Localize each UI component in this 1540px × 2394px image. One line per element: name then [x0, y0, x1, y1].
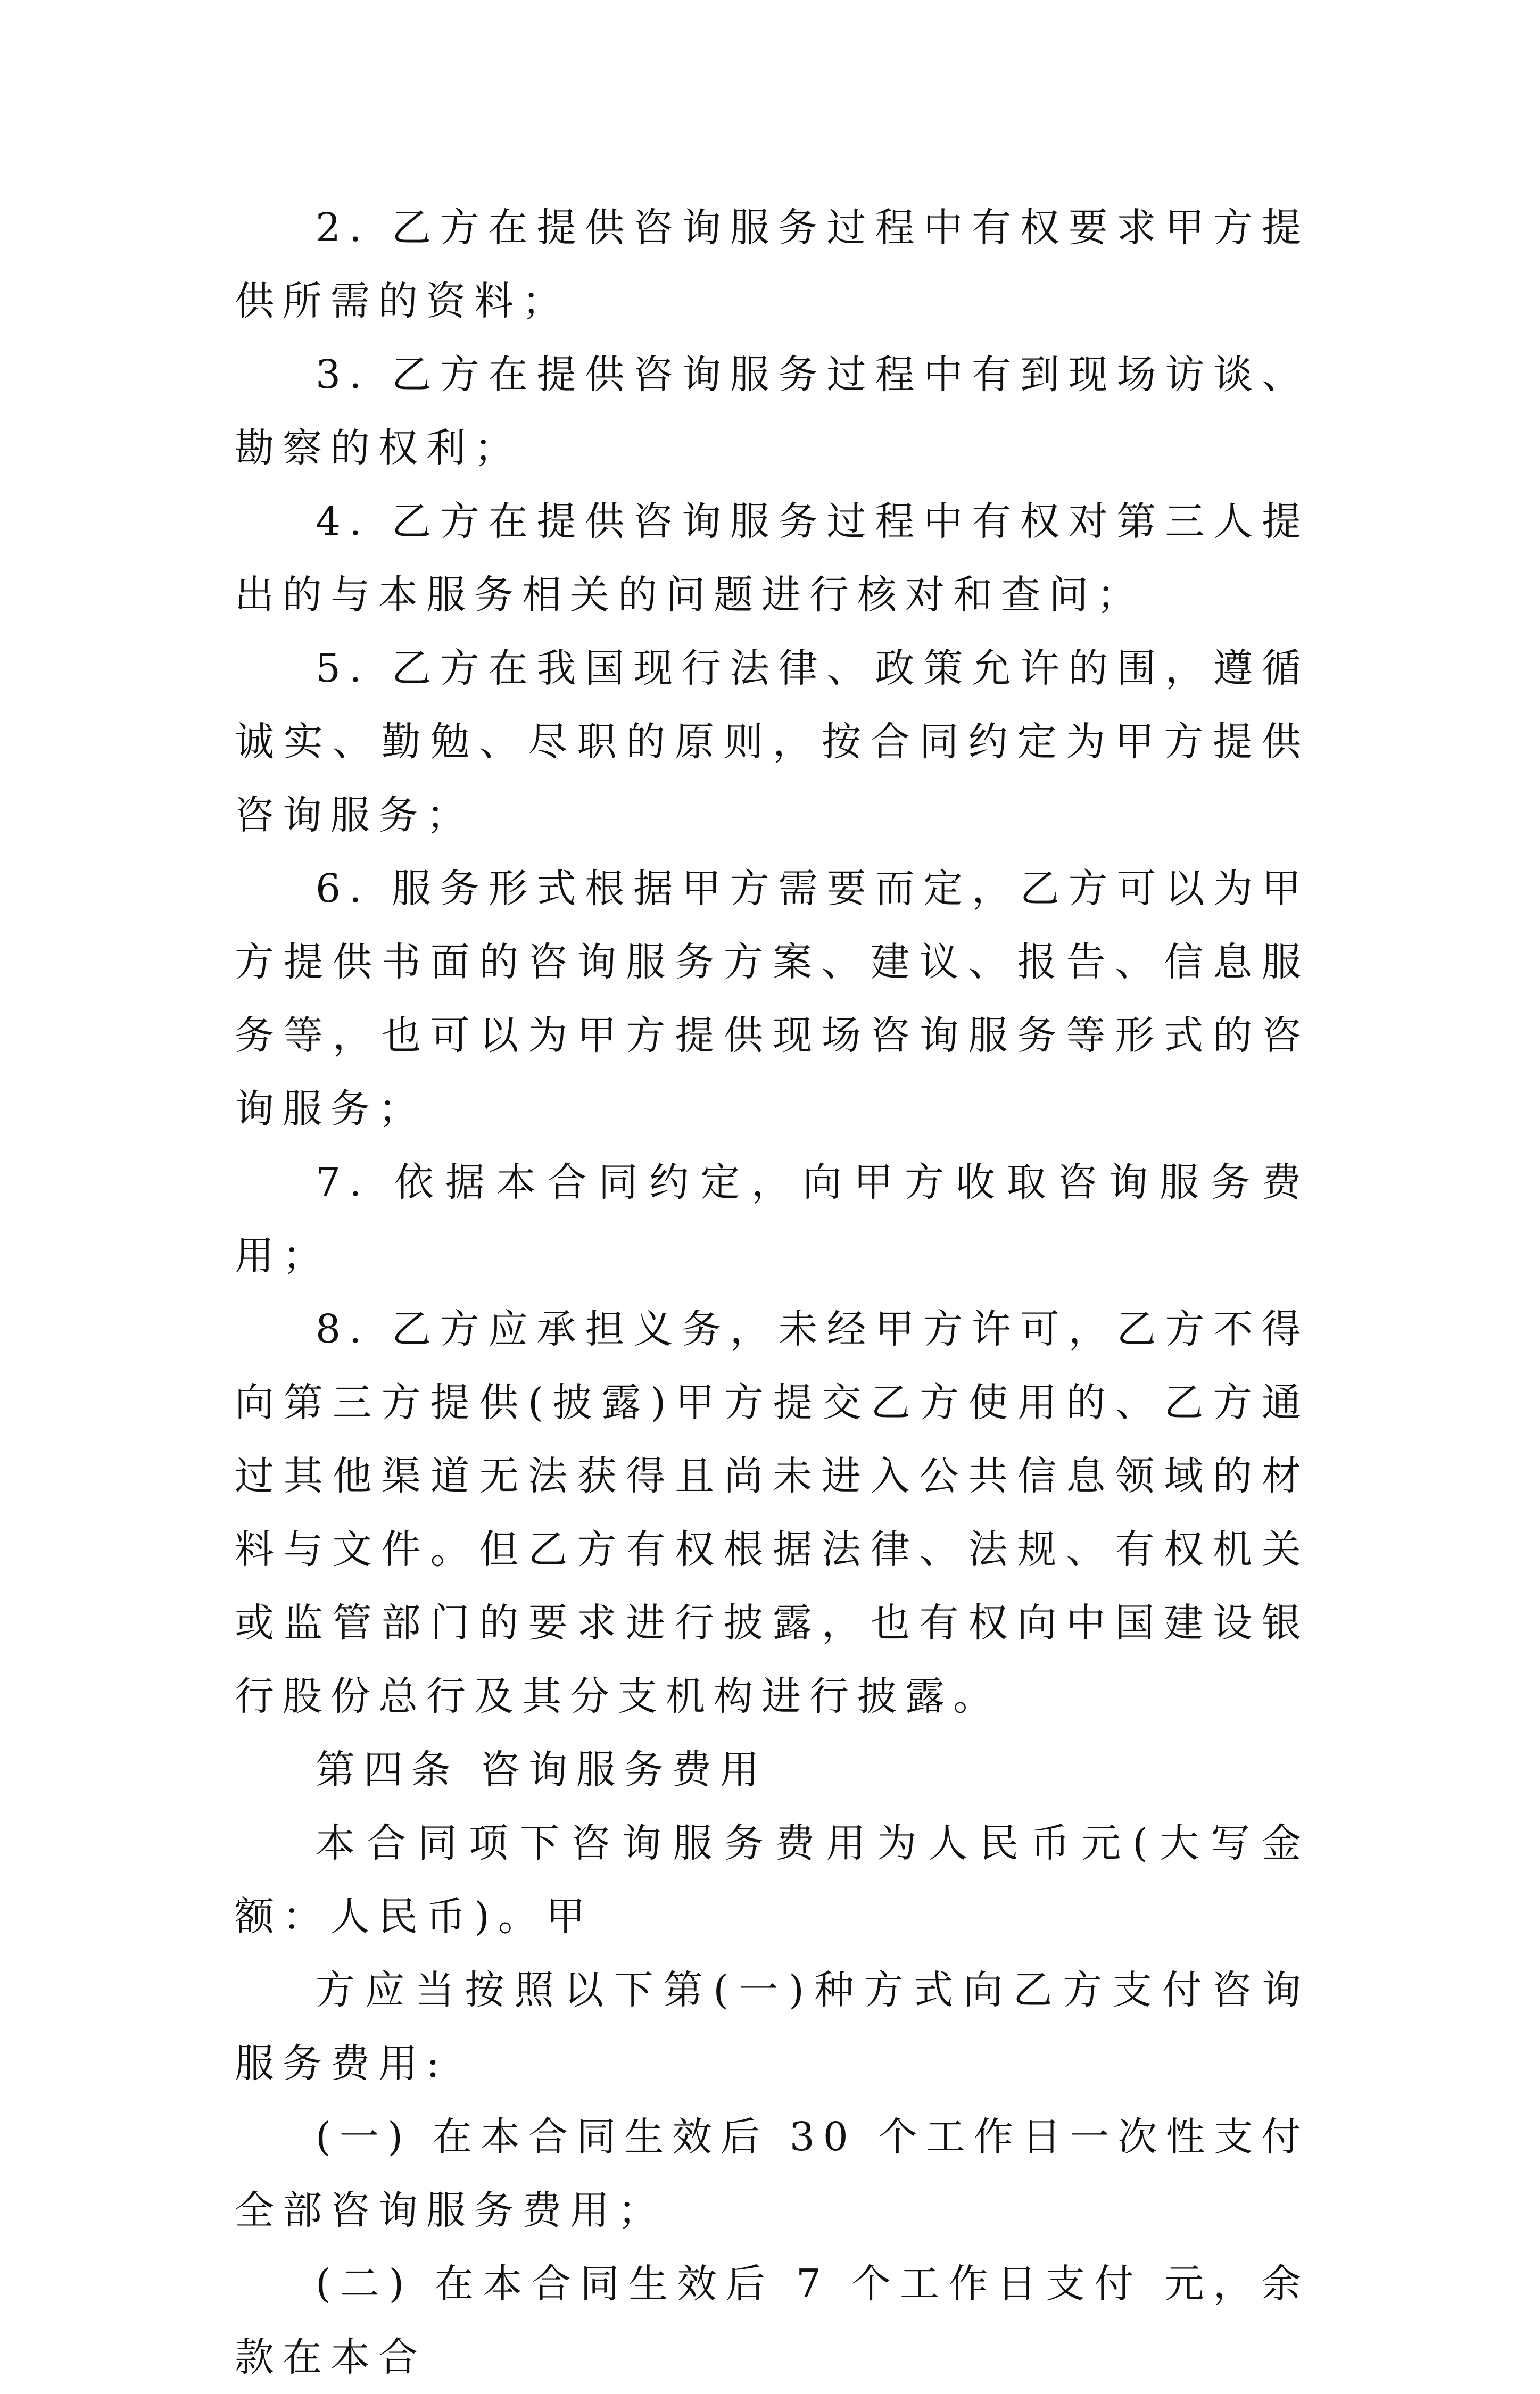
- article-4-heading: 第四条 咨询服务费用: [316, 1747, 768, 1793]
- clause-7: 7. 依据本合同约定，向甲方收取咨询服务费用；: [235, 1159, 1310, 1279]
- payment-method-paragraph: 方应当按照以下第(一)种方式向乙方支付咨询服务费用:: [235, 1967, 1310, 2086]
- document-body: [235, 191, 1310, 2394]
- payment-option-1: (一) 在本合同生效后 30 个工作日一次性支付全部咨询服务费用；: [235, 2114, 1310, 2233]
- clause-5: 5. 乙方在我国现行法律、政策允许的围，遵循诚实、勤勉、尽职的原则，按合同约定为甲方提供咨询服务；: [235, 645, 1310, 838]
- clause-6: 6. 服务形式根据甲方需要而定，乙方可以为甲方提供书面的咨询服务方案、建议、报告、信息服务等，也可以为甲方提供现场咨询服务等形式的咨询服务；: [235, 866, 1310, 1132]
- payment-option-2: (二) 在本合同生效后 7 个工作日支付 元，余款在本合: [235, 2261, 1310, 2380]
- fee-amount-paragraph: 本合同项下咨询服务费用为人民币元(大写金额：人民币)。甲: [235, 1820, 1310, 1940]
- clause-8: 8. 乙方应承担义务，未经甲方许可，乙方不得向第三方提供(披露)甲方提交乙方使用的、乙方通过其他渠道无法获得且尚未进入公共信息领域的材料与文件。但乙方有权根据法律、法规、有权机关或监管部门的要求进行披露，也有权向中国建设银行股份总行及其分支机构进行披露。: [235, 1306, 1310, 1719]
- clause-2: 2. 乙方在提供咨询服务过程中有权要求甲方提供所需的资料；: [235, 205, 1310, 324]
- clause-3: 3. 乙方在提供咨询服务过程中有到现场访谈、勘察的权利；: [235, 352, 1310, 471]
- clause-4: 4. 乙方在提供咨询服务过程中有权对第三人提出的与本服务相关的问题进行核对和查问；: [235, 499, 1310, 618]
